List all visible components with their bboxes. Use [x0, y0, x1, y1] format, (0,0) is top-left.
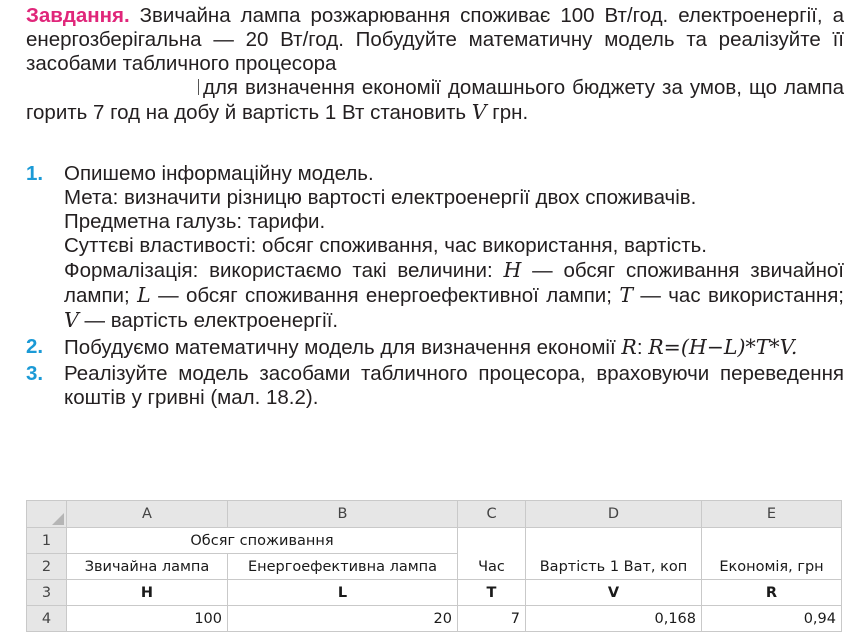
sheet-row-4	[27, 606, 842, 632]
row-header-1[interactable]: 1	[27, 528, 67, 554]
cell-a4[interactable]: 100	[67, 606, 228, 632]
cell-e2[interactable]: Економія, грн	[702, 554, 842, 580]
step-1	[26, 162, 844, 333]
spreadsheet	[26, 500, 842, 632]
row-header-2[interactable]: 2	[27, 554, 67, 580]
cell-a1-merged[interactable]: Обсяг споживання	[67, 528, 458, 554]
cell-e1[interactable]	[702, 528, 842, 554]
sheet-row-2	[27, 554, 842, 580]
cell-d3[interactable]: V	[526, 580, 702, 606]
column-header-d[interactable]: D	[526, 501, 702, 528]
cell-a2[interactable]: Звичайна лампа	[67, 554, 228, 580]
cell-d4[interactable]: 0,168	[526, 606, 702, 632]
cell-e3[interactable]: R	[702, 580, 842, 606]
cell-c4[interactable]: 7	[458, 606, 526, 632]
column-header-c[interactable]: C	[458, 501, 526, 528]
task-text-3: грн.	[486, 101, 529, 124]
column-header-e[interactable]: E	[702, 501, 842, 528]
cell-b4[interactable]: 20	[228, 606, 458, 632]
task-var-v: V	[471, 100, 487, 124]
step-1-line: Мета: визначити різницю вартості електроенергії двох споживачів.	[64, 186, 697, 209]
step-2: 2. Побудуємо математичну модель для визначення економії R: R=(H−L)*T*V.	[26, 335, 798, 359]
cell-e4[interactable]: 0,94	[702, 606, 842, 632]
column-header-row	[27, 501, 842, 528]
steps-list	[26, 162, 844, 410]
cell-b3[interactable]: L	[228, 580, 458, 606]
task-text-2: для визначення економії домашнього бюджету за умов, що лампа горить 7 год на добу й вартість 1 Вт становить	[26, 76, 844, 124]
step-number: 2.	[26, 335, 44, 358]
step-1-line: Предметна галузь: тарифи.	[64, 210, 326, 233]
step-1-line: Опишемо інформаційну модель.	[64, 162, 374, 185]
step-1-line: Суттєві властивості: обсяг споживання, час використання, вартість.	[64, 234, 708, 257]
cell-d1[interactable]	[526, 528, 702, 554]
step-number: 3.	[26, 362, 44, 385]
row-header-4[interactable]: 4	[27, 606, 67, 632]
column-header-b[interactable]: B	[228, 501, 458, 528]
cell-c2[interactable]: Час	[458, 554, 526, 580]
cell-c3[interactable]: T	[458, 580, 526, 606]
task-text-1: Звичайна лампа розжарювання споживає 100 Вт/год. електроенергії, а енергозберігальна — 20 Вт/год. Побудуйте математичну модель та реалізуйте її засобами табличного процесора	[26, 4, 844, 75]
row-header-3[interactable]: 3	[27, 580, 67, 606]
step-3-text: Реалізуйте модель засобами табличного процесора, враховуючи переведення коштів у гривні (мал. 18.2).	[64, 362, 844, 409]
task-paragraph	[26, 4, 844, 125]
sheet-row-1	[27, 528, 842, 554]
step-1-formalization: Формалізація: використаємо такі величини: H — обсяг споживання звичайної лампи; L — обсяг споживання енергоефективної лампи; T — час використання; V — вартість електроенергії.	[64, 258, 844, 332]
task-label: Завдання.	[26, 4, 130, 27]
sheet-row-3	[27, 580, 842, 606]
step-2-var-r: R	[621, 335, 637, 359]
step-2-text: Побудуємо математичну модель для визначення економії	[64, 336, 622, 359]
cell-d2[interactable]: Вартість 1 Ват, коп	[526, 554, 702, 580]
select-all-corner[interactable]	[27, 501, 67, 528]
cell-c1[interactable]	[458, 528, 526, 554]
cell-b2[interactable]: Енергоефективна лампа	[228, 554, 458, 580]
step-2-formula: R=(H−L)*T*V.	[648, 335, 798, 359]
step-number: 1.	[26, 162, 44, 185]
cell-a3[interactable]: H	[67, 580, 228, 606]
column-header-a[interactable]: A	[67, 501, 228, 528]
step-3	[26, 362, 844, 410]
